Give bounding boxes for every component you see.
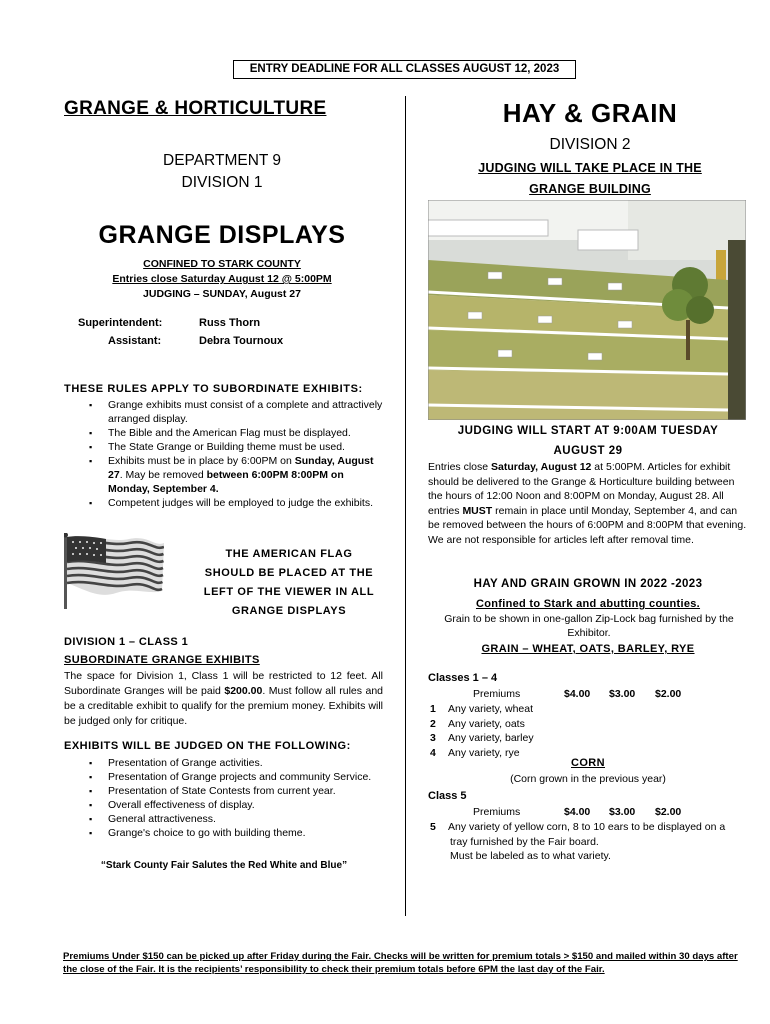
grain-heading: GRAIN – WHEAT, OATS, BARLEY, RYE [481,643,695,655]
judged-heading: EXHIBITS WILL BE JUDGED ON THE FOLLOWING: [64,740,351,752]
assistant-label: Assistant: [108,335,162,347]
list-item: ▪ Grange's choice to go with building theme. [89,826,385,840]
superintendent-label: Superintendent: [78,317,163,329]
corn-heading: CORN [571,757,605,769]
premiums-label: Premiums [473,688,521,700]
list-item: 4 Any variety, rye [430,746,520,759]
rules-list [89,398,385,510]
list-item: ▪ Presentation of Grange projects and community Service. [89,770,385,784]
department-heading: GRANGE & HORTICULTURE [64,98,327,119]
entry-deadline-banner: ENTRY DEADLINE FOR ALL CLASSES AUGUST 12, 2023 [233,60,576,79]
assistant-name: Debra Tournoux [199,335,284,347]
department-number: DEPARTMENT 9 [163,152,281,169]
corn-class-item: 5 Any variety of yellow corn, 8 to 10 ears to be displayed on a tray furnished by the Fair board. Must be labeled as to what variety. [430,821,726,862]
list-item: ▪ General attractiveness. [89,812,385,826]
corn-note: (Corn grown in the previous year) [510,773,666,785]
grain-class-list [430,702,534,760]
list-item: 1 Any variety, wheat [430,703,534,715]
entries-close: Entries close Saturday August 12 @ 5:00PM [112,273,332,285]
class-5-label: Class 5 [428,790,467,802]
column-divider [405,96,406,916]
list-item: ▪ Grange exhibits must consist of a complete and attractively arranged display. [89,398,385,426]
list-item: ▪ Presentation of State Contests from current year. [89,784,385,798]
bag-note: Grain to be shown in one-gallon Zip-Lock bag furnished by the Exhibitor. [444,613,734,639]
hay-grain-title: HAY & GRAIN [502,98,678,128]
section-title: GRANGE DISPLAYS [98,221,346,249]
premium-first: $4.00 [564,688,591,700]
confined-counties: Confined to Stark and abutting counties. [475,598,701,610]
confined-note: CONFINED TO STARK COUNTY [143,258,301,270]
list-item: ▪ Overall effectiveness of display. [89,798,385,812]
department-division [64,150,380,194]
rules-heading: THESE RULES APPLY TO SUBORDINATE EXHIBITS: [64,383,363,395]
premium-third: $2.00 [655,806,682,818]
judging-date: JUDGING – SUNDAY, August 27 [143,288,301,300]
entry-info [64,257,380,302]
class-subheading: SUBORDINATE GRANGE EXHIBITS [64,654,260,666]
fair-slogan: “Stark County Fair Salutes the Red White and Blue” [100,860,348,871]
list-item: ▪ Exhibits must be in place by 6:00PM on Sunday, August 27. May be removed between 6:00PM 8:00PM on Monday, September 4. [89,454,385,496]
list-item: ▪ The State Grange or Building theme must be used. [89,440,385,454]
judging-criteria-list [89,756,385,840]
class-heading: DIVISION 1 – CLASS 1 SUBORDINATE GRANGE EXHIBITS [64,633,260,669]
flag-placement-note: THE AMERICAN FLAG SHOULD BE PLACED AT THE LEFT OF THE VIEWER IN ALL GRANGE DISPLAYS [203,548,375,617]
list-item: 2 Any variety, oats [430,717,525,730]
entries-paragraph: Entries close Saturday, August 12 at 5:00PM. Articles for exhibit should be delivered to the Grange & Horticulture building between the hours of 12:00 Noon and 8:00PM on Monday, August 28. All entries MUST remain in place until Monday, September 4, and can be removed between the hours of 6:00PM and 8:00PM that evening. We are not responsible for articles left after removal time. [428,461,747,546]
classes-1-4-label: Classes 1 – 4 [428,672,498,684]
premiums-label: Premiums [473,806,521,818]
division-number: DIVISION 1 [181,174,263,191]
judging-location: JUDGING WILL TAKE PLACE IN THE GRANGE BUILDING [478,161,702,196]
hay-grain-display-photo [428,200,746,420]
premium-first: $4.00 [564,806,591,818]
list-item: ▪ The Bible and the American Flag must be displayed. [89,426,385,440]
judging-start: JUDGING WILL START AT 9:00AM TUESDAY AUGUST 29 [457,425,719,457]
premium-third: $2.00 [655,688,682,700]
superintendent-name: Russ Thorn [199,317,261,329]
premium-second: $3.00 [609,806,636,818]
list-item: ▪ Competent judges will be employed to judge the exhibits. [89,496,385,510]
space-paragraph: The space for Division 1, Class 1 will be restricted to 12 feet. All Subordinate Granges will be paid $200.00. Must follow all rules and be a creditable exhibit to qualify for the premium money. Exhibits will be judged only for critique. [64,670,383,727]
premium-second: $3.00 [609,688,636,700]
division-2: DIVISION 2 [549,136,631,153]
list-item: 3 Any variety, barley [430,732,534,744]
list-item: ▪ Presentation of Grange activities. [89,756,385,770]
american-flag-icon [64,533,164,609]
hay-grain-grown-heading: HAY AND GRAIN GROWN IN 2022 -2023 [473,578,703,590]
premium-payment-footer: Premiums Under $150 can be picked up after Friday during the Fair. Checks will be written for premium totals > $150 and mailed within 30 days after the close of the Fair. It is the recipients’ responsibility to check their premium totals before 6PM the last day of the Fair. [63,951,738,975]
